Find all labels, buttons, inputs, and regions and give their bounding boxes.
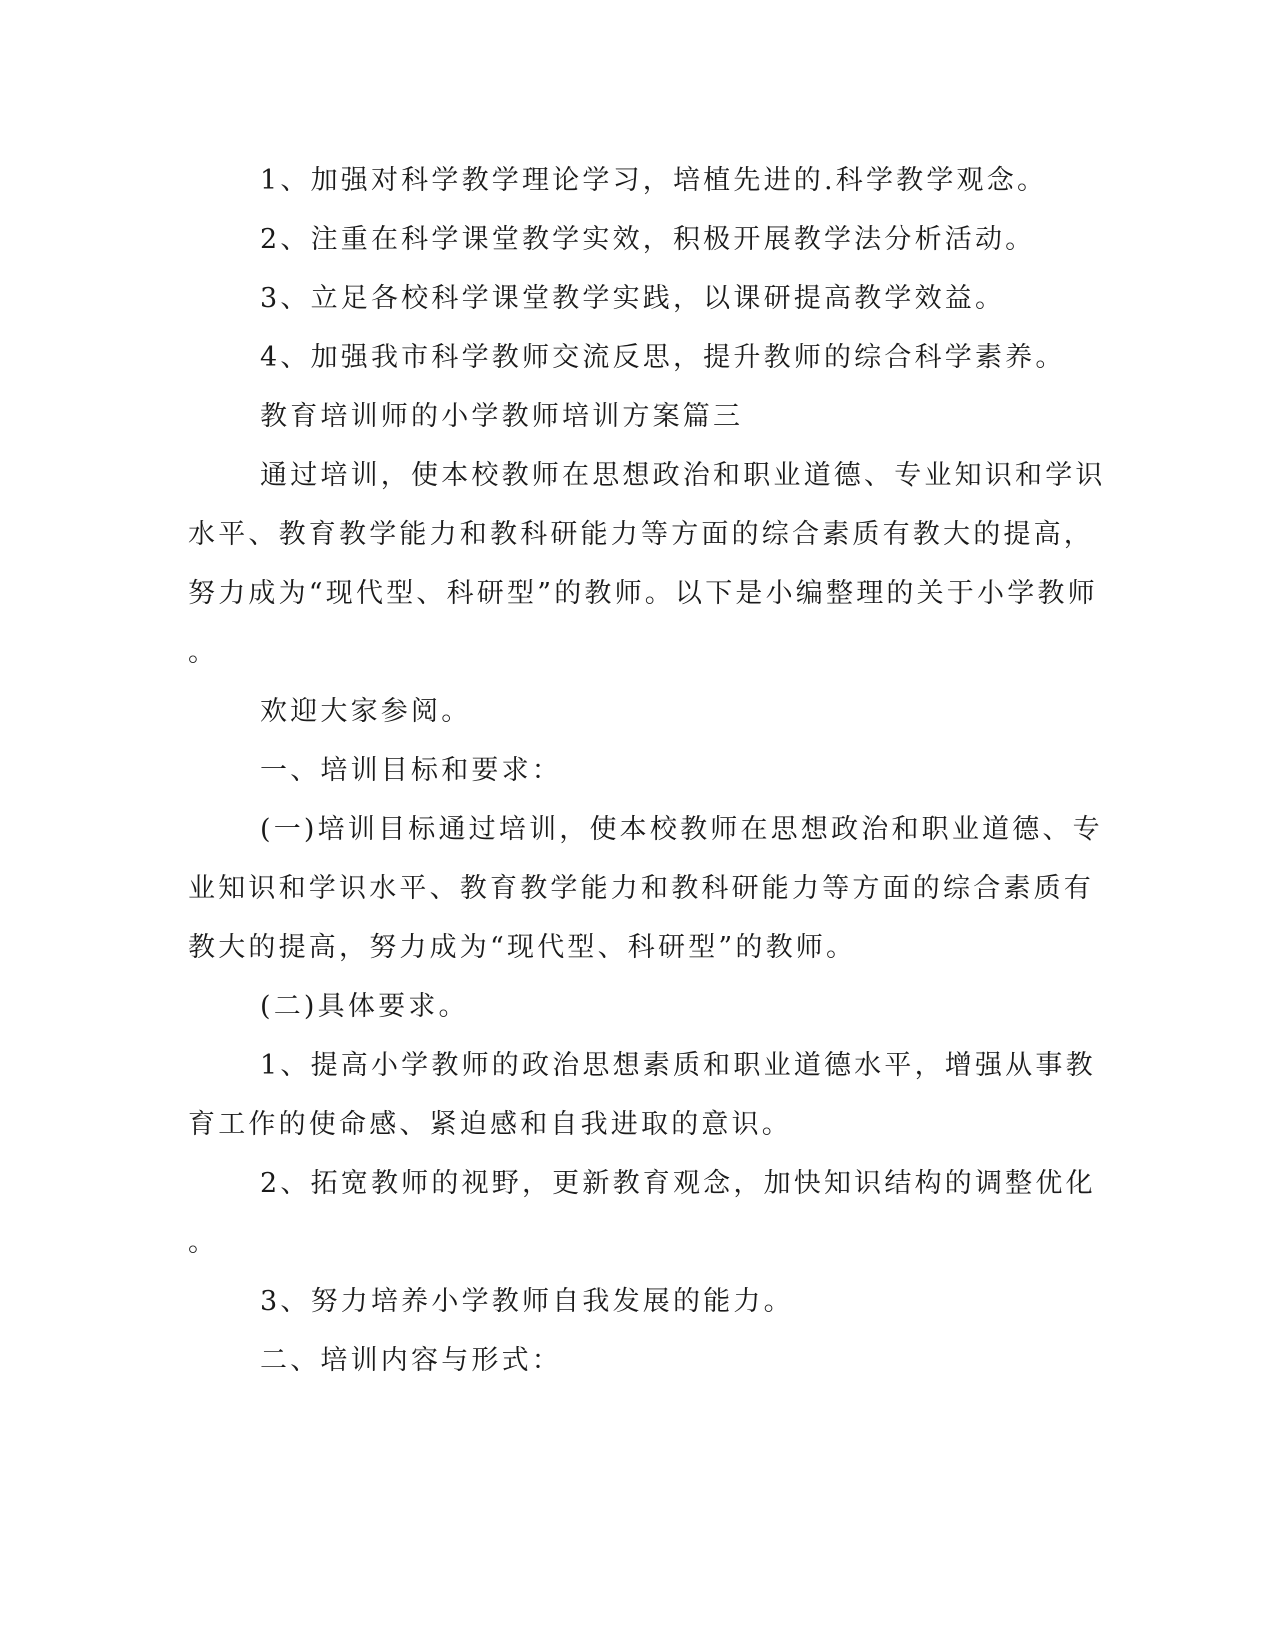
subheading: (二)具体要求。: [260, 991, 469, 1022]
paragraph-line: 业知识和学识水平、教育教学能力和教科研能力等方面的综合素质有: [188, 873, 1094, 904]
list-item: 3、努力培养小学教师自我发展的能力。: [260, 1286, 794, 1317]
list-item-4: 4、加强我市科学教师交流反思，提升教师的综合科学素养。: [260, 342, 1066, 373]
paragraph-line: 努力成为“现代型、科研型”的教师。以下是小编整理的关于小学教师: [188, 578, 1098, 609]
paragraph-line: 。: [188, 637, 219, 668]
paragraph-line: (一)培训目标通过培训，使本校教师在思想政治和职业道德、专: [260, 814, 1103, 845]
paragraph-line: 欢迎大家参阅。: [260, 696, 472, 727]
subheading: 一、培训目标和要求：: [260, 755, 562, 786]
section-heading: 教育培训师的小学教师培训方案篇三: [260, 401, 744, 432]
list-item-2: 2、注重在科学课堂教学实效，积极开展教学法分析活动。: [260, 224, 1036, 255]
list-item-continuation: 育工作的使命感、紧迫感和自我进取的意识。: [188, 1109, 792, 1140]
paragraph-line: 教大的提高，努力成为“现代型、科研型”的教师。: [188, 932, 857, 963]
list-item-3: 3、立足各校科学课堂教学实践，以课研提高教学效益。: [260, 283, 1006, 314]
list-item: 1、提高小学教师的政治思想素质和职业道德水平，增强从事教: [260, 1050, 1096, 1081]
paragraph-line: 通过培训，使本校教师在思想政治和职业道德、专业知识和学识: [260, 460, 1106, 491]
list-item-continuation: 。: [188, 1227, 219, 1258]
paragraph-line: 水平、教育教学能力和教科研能力等方面的综合素质有教大的提高，: [188, 519, 1094, 550]
list-item: 2、拓宽教师的视野，更新教育观念，加快知识结构的调整优化: [260, 1168, 1096, 1199]
list-item-1: 1、加强对科学教学理论学习，培植先进的.科学教学观念。: [260, 165, 1048, 196]
subheading: 二、培训内容与形式：: [260, 1345, 562, 1376]
